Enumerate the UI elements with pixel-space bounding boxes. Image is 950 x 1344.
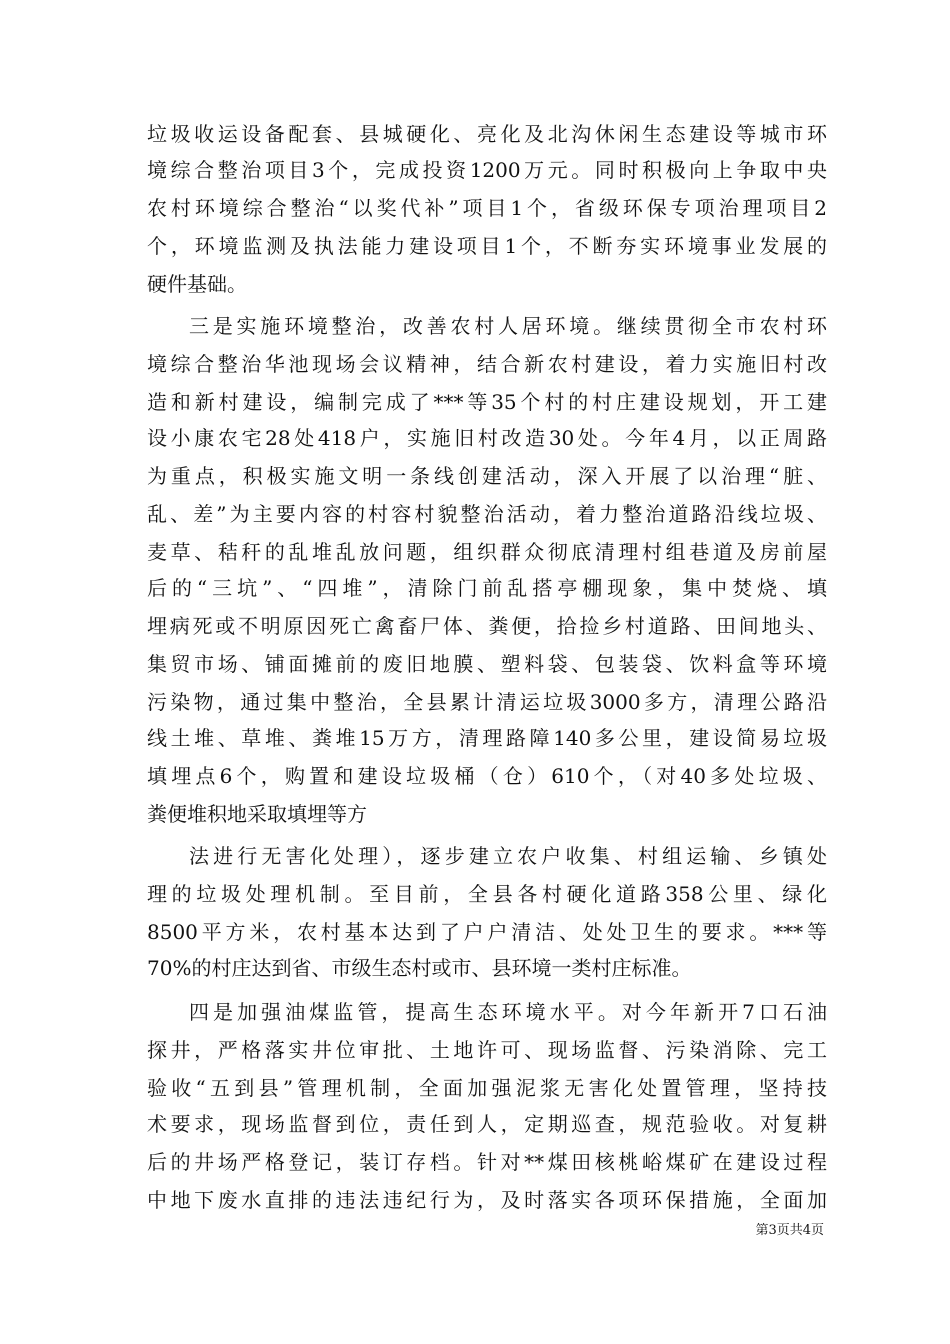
text-line: 线土堆、草堆、粪堆15万方，清理路障140多公里，建设简易垃圾 (147, 726, 827, 750)
text-line: 后的“三坑”、“四堆”，清除门前乱搭亭棚现象，集中焚烧、填 (147, 576, 827, 600)
text-line: 为重点，积极实施文明一条线创建活动，深入开展了以治理“脏、 (147, 464, 827, 488)
paragraph-start-line: 四是加强油煤监管，提高生态环境水平。对今年新开7口石油 (189, 1000, 827, 1024)
text-line: 8500平方米，农村基本达到了户户清洁、处处卫生的要求。***等 (147, 920, 827, 944)
text-line: 个，环境监测及执法能力建设项目1个，不断夯实环境事业发展的 (147, 234, 827, 258)
text-line: 农村环境综合整治“以奖代补”项目1个，省级环保专项治理项目2 (147, 196, 827, 220)
text-line: 设小康农宅28处418户，实施旧村改造30处。今年4月，以正周路 (147, 426, 827, 450)
text-line: 境综合整治华池现场会议精神，结合新农村建设，着力实施旧村改 (147, 352, 827, 376)
text-line: 中地下废水直排的违法违纪行为，及时落实各项环保措施，全面加 (147, 1188, 827, 1212)
text-line: 造和新村建设，编制完成了***等35个村的村庄建设规划，开工建 (147, 390, 827, 414)
page-number: 第3页共4页 (755, 1223, 824, 1238)
text-line: 后的井场严格登记，装订存档。针对**煤田核桃峪煤矿在建设过程 (147, 1150, 827, 1174)
text-line: 探井，严格落实井位审批、土地许可、现场监督、污染消除、完工 (147, 1038, 827, 1062)
text-line: 硬件基础。 (147, 272, 247, 296)
text-line: 填埋点6个，购置和建设垃圾桶（仓）610个，（对40多处垃圾、 (147, 764, 827, 788)
text-line: 验收“五到县”管理机制，全面加强泥浆无害化处置管理，坚持技 (147, 1076, 827, 1100)
text-line: 术要求，现场监督到位，责任到人，定期巡查，规范验收。对复耕 (147, 1112, 827, 1136)
text-line: 乱、差”为主要内容的村容村貌整治活动，着力整治道路沿线垃圾、 (147, 502, 827, 526)
text-line: 垃圾收运设备配套、县城硬化、亮化及北沟休闲生态建设等城市环 (147, 122, 827, 146)
paragraph-start-line: 三是实施环境整治，改善农村人居环境。继续贯彻全市农村环 (189, 314, 827, 338)
text-line: 70%的村庄达到省、市级生态村或市、县环境一类村庄标准。 (147, 956, 692, 980)
text-line: 污染物，通过集中整治，全县累计清运垃圾3000多方，清理公路沿 (147, 690, 827, 714)
text-line: 粪便堆积地采取填埋等方 (147, 802, 367, 826)
text-line: 集贸市场、铺面摊前的废旧地膜、塑料袋、包装袋、饮料盒等环境 (147, 652, 827, 676)
text-line: 理的垃圾处理机制。至目前，全县各村硬化道路358公里、绿化 (147, 882, 827, 906)
text-line: 麦草、秸秆的乱堆乱放问题，组织群众彻底清理村组巷道及房前屋 (147, 540, 827, 564)
paragraph-start-line: 法进行无害化处理），逐步建立农户收集、村组运输、乡镇处 (189, 844, 827, 868)
text-line: 埋病死或不明原因死亡禽畜尸体、粪便，拾捡乡村道路、田间地头、 (147, 614, 827, 638)
text-line: 境综合整治项目3个，完成投资1200万元。同时积极向上争取中央 (147, 158, 827, 182)
